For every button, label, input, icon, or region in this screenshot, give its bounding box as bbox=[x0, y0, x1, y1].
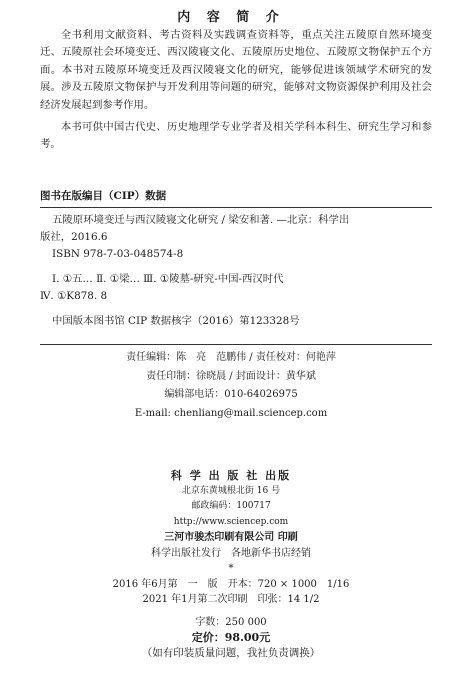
distribution-info: 科学出版社发行 各地新华书店经销 bbox=[151, 547, 311, 559]
price: 定价：98.00元 bbox=[191, 631, 271, 644]
credits-printing-cover: 责任印制：徐晓晨 / 封面设计：黄华斌 bbox=[146, 370, 316, 382]
cip-record bbox=[40, 212, 432, 330]
cip-title-line: 五陵原环境变迁与西汉陵寝文化研究 / 梁安和著. —北京：科学出 bbox=[52, 214, 350, 226]
credits-phone: 编辑部电话：010-64026975 bbox=[164, 389, 298, 400]
abstract-section bbox=[40, 27, 432, 154]
publisher-section bbox=[0, 468, 462, 661]
page-title: 内 容 简 介 bbox=[177, 10, 285, 25]
separator-asterisk: * bbox=[228, 563, 234, 574]
credits-section bbox=[0, 349, 462, 423]
divider-bottom bbox=[40, 344, 432, 345]
quality-notice: （如有印装质量问题，我社负责调换） bbox=[141, 646, 321, 659]
abstract-paragraph-2: 本书可供中国古代史、历史地理学专业学者及相关学科本科生、研究生学习和参考。 bbox=[40, 121, 432, 151]
word-count: 字数：250 000 bbox=[195, 616, 267, 628]
publisher-address: 北京东黄城根北街 16 号 bbox=[181, 485, 281, 496]
publisher-website: http://www.sciencep.com bbox=[173, 516, 289, 527]
publisher-postcode: 邮政编码：100717 bbox=[191, 501, 271, 511]
cip-classification-1: Ⅰ. ①五… Ⅱ. ①梁… Ⅲ. ①陵墓-研究-中国-西汉时代 bbox=[52, 273, 284, 285]
cip-heading: 图书在版编目（CIP）数据 bbox=[40, 190, 167, 202]
publisher-name: 科 学 出 版 社 出版 bbox=[170, 469, 292, 482]
cip-record-number: 中国版本图书馆 CIP 数据核字（2016）第123328号 bbox=[52, 315, 300, 327]
printer-name: 三河市骏杰印刷有限公司 印刷 bbox=[164, 532, 298, 543]
credits-email: E-mail: chenliang@mail.sciencep.com bbox=[134, 407, 328, 419]
cip-isbn: ISBN 978-7-03-048574-8 bbox=[52, 248, 184, 260]
abstract-paragraph-1: 全书利用文献资料、考古资料及实践调查资料等，重点关注五陵原自然环境变迁、五陵原社会环境变迁、西汉陵寝文化、五陵原历史地位、五陵原文物保护五个方面。本书对五陵原环境变迁及西汉陵寝文化的研究，能够促进该领域学术研究的发展。涉及五陵原文物保护与开发利用等问题的研究，能够对文物资源保护利用及社会经济发展起到参考作用。 bbox=[40, 29, 432, 111]
cip-classification-2: Ⅳ. ①K878. 8 bbox=[40, 290, 108, 302]
credits-editors: 责任编辑：陈 亮 范鹏伟 / 责任校对：何艳萍 bbox=[126, 352, 336, 363]
edition-info: 2016 年6月第 一 版 开本：720 × 1000 1/16 bbox=[112, 578, 350, 590]
printing-info: 2021 年1月第二次印刷 印张：14 1/2 bbox=[142, 594, 320, 605]
divider-top bbox=[40, 207, 432, 208]
cip-title-line-cont: 版社，2016.6 bbox=[40, 231, 108, 243]
